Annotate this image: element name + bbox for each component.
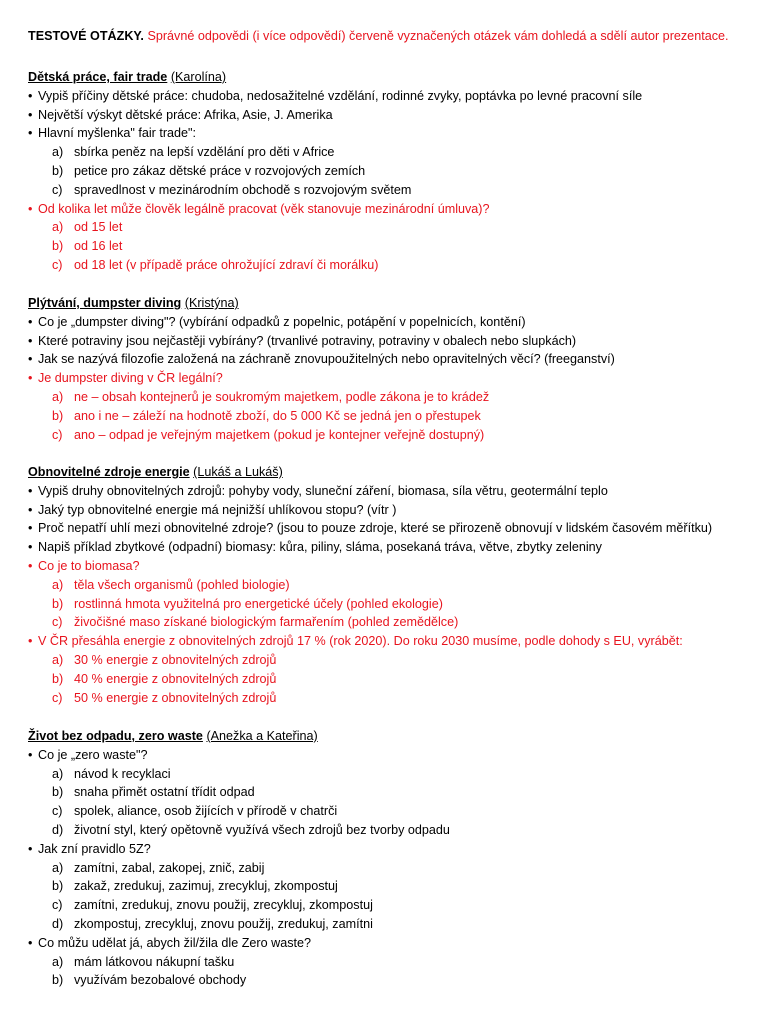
question-item <box>28 501 758 520</box>
section-heading <box>28 68 758 87</box>
answer-option <box>28 802 758 821</box>
option-letter: c) <box>52 690 63 705</box>
question-text: V ČR přesáhla energie z obnovitelných zdrojů 17 % (rok 2020). Do roku 2030 musíme, podle dohody s EU, vyrábět: <box>38 634 683 649</box>
question-item <box>28 557 758 576</box>
bullet-icon: • <box>28 521 33 536</box>
section-dumpster-diving <box>28 294 758 444</box>
answer-option <box>28 256 758 275</box>
answer-option <box>28 689 758 708</box>
option-text: 50 % energie z obnovitelných zdrojů <box>74 690 277 705</box>
question-text: Jak zní pravidlo 5Z? <box>38 841 151 856</box>
header-note: Správné odpovědi (i více odpovědí) červeně vyznačených otázek vám dohledá a sdělí autor prezentace. <box>147 29 729 43</box>
bullet-icon: • <box>28 935 33 950</box>
section-heading <box>28 294 758 313</box>
option-text: petice pro zákaz dětské práce v rozvojových zemích <box>74 163 366 178</box>
answer-option <box>28 821 758 840</box>
question-text: Co je „dumpster diving"? (vybírání odpadků z popelnic, potápění v popelnicích, kontění) <box>38 314 526 329</box>
question-item <box>28 350 758 369</box>
bullet-icon: • <box>28 502 33 517</box>
option-letter: a) <box>52 389 64 404</box>
option-letter: b) <box>52 671 64 686</box>
option-letter: c) <box>52 898 63 913</box>
section-renewable-energy <box>28 463 758 707</box>
option-text: spolek, aliance, osob žijících v přírodě v chatrči <box>74 804 338 819</box>
section-zero-waste <box>28 727 758 990</box>
answer-option <box>28 595 758 614</box>
answer-option <box>28 953 758 972</box>
question-text: Napiš příklad zbytkové (odpadní) biomasy: kůra, piliny, sláma, posekaná tráva, větve, zbytky zeleniny <box>38 540 602 555</box>
section-lines <box>28 87 758 275</box>
section-heading <box>28 727 758 746</box>
question-item <box>28 106 758 125</box>
answer-option <box>28 915 758 934</box>
section-lines <box>28 482 758 708</box>
question-text: Co je „zero waste"? <box>38 747 148 762</box>
question-text: Vypiš druhy obnovitelných zdrojů: pohyby vody, sluneční záření, biomasa, síla větru, geotermální teplo <box>38 483 608 498</box>
answer-option <box>28 407 758 426</box>
answer-option <box>28 218 758 237</box>
option-letter: b) <box>52 973 64 988</box>
question-item <box>28 369 758 388</box>
option-letter: c) <box>52 804 63 819</box>
option-text: spravedlnost v mezinárodním obchodě s rozvojovým světem <box>74 182 412 197</box>
section-heading <box>28 463 758 482</box>
question-item <box>28 124 758 143</box>
answer-option <box>28 426 758 445</box>
answer-option <box>28 670 758 689</box>
question-item <box>28 482 758 501</box>
option-letter: b) <box>52 163 64 178</box>
question-text: Je dumpster diving v ČR legální? <box>38 371 223 386</box>
option-text: mám látkovou nákupní tašku <box>74 954 235 969</box>
section-author: (Anežka a Kateřina) <box>206 729 318 743</box>
answer-option <box>28 765 758 784</box>
answer-option <box>28 143 758 162</box>
bullet-icon: • <box>28 841 33 856</box>
option-letter: b) <box>52 408 64 423</box>
question-text: Které potraviny jsou nejčastěji vybírány? (trvanlivé potraviny, potraviny v obalech nebo slupkách) <box>38 333 577 348</box>
question-item <box>28 934 758 953</box>
option-text: 40 % energie z obnovitelných zdrojů <box>74 671 277 686</box>
question-item <box>28 519 758 538</box>
question-text: Od kolika let může člověk legálně pracovat (věk stanovuje mezinárodní úmluva)? <box>38 201 490 216</box>
option-letter: b) <box>52 596 64 611</box>
bullet-icon: • <box>28 201 33 216</box>
question-item <box>28 840 758 859</box>
option-text: zamítni, zredukuj, znovu použij, zrecykluj, zkompostuj <box>74 898 373 913</box>
question-item <box>28 538 758 557</box>
answer-option <box>28 859 758 878</box>
option-letter: a) <box>52 652 64 667</box>
option-text: živočišné maso získané biologickým farmařením (pohled zemědělce) <box>74 615 459 630</box>
bullet-icon: • <box>28 540 33 555</box>
question-item <box>28 313 758 332</box>
option-text: sbírka peněz na lepší vzdělání pro děti v Africe <box>74 145 335 160</box>
bullet-icon: • <box>28 371 33 386</box>
answer-option <box>28 576 758 595</box>
question-item <box>28 632 758 651</box>
option-text: ano i ne – záleží na hodnotě zboží, do 5 000 Kč se jedná jen o přestupek <box>74 408 481 423</box>
section-lines <box>28 746 758 990</box>
section-title: Dětská práce, fair trade <box>28 70 168 84</box>
bullet-icon: • <box>28 483 33 498</box>
question-text: Jak se nazývá filozofie založená na záchraně znovupoužitelných nebo opravitelných věcí? (freeganství) <box>38 352 615 367</box>
bullet-icon: • <box>28 88 33 103</box>
option-text: od 15 let <box>74 220 123 235</box>
section-author: (Lukáš a Lukáš) <box>193 465 283 479</box>
answer-option <box>28 162 758 181</box>
section-author: (Karolína) <box>170 70 227 84</box>
option-letter: b) <box>52 239 64 254</box>
answer-option <box>28 896 758 915</box>
question-text: Největší výskyt dětské práce: Afrika, Asie, J. Amerika <box>38 107 333 122</box>
bullet-icon: • <box>28 333 33 348</box>
option-text: 30 % energie z obnovitelných zdrojů <box>74 652 277 667</box>
option-letter: d) <box>52 822 64 837</box>
option-letter: a) <box>52 220 64 235</box>
option-letter: b) <box>52 785 64 800</box>
option-text: využívám bezobalové obchody <box>74 973 247 988</box>
section-title: Plýtvání, dumpster diving <box>28 296 182 310</box>
answer-option <box>28 181 758 200</box>
option-text: zamítni, zabal, zakopej, znič, zabij <box>74 860 265 875</box>
question-text: Proč nepatří uhlí mezi obnovitelné zdroje? (jsou to pouze zdroje, které se přirozeně obnovují v lidském časovém měřítku) <box>38 521 713 536</box>
option-text: snaha přimět ostatní třídit odpad <box>74 785 255 800</box>
answer-option <box>28 651 758 670</box>
option-letter: a) <box>52 577 64 592</box>
question-item <box>28 200 758 219</box>
option-text: zkompostuj, zrecykluj, znovu použij, zredukuj, zamítni <box>74 916 373 931</box>
option-text: ano – odpad je veřejným majetkem (pokud je kontejner veřejně dostupný) <box>74 427 485 442</box>
option-letter: d) <box>52 916 64 931</box>
option-letter: a) <box>52 954 64 969</box>
bullet-icon: • <box>28 634 33 649</box>
bullet-icon: • <box>28 558 33 573</box>
section-child-labour <box>28 68 758 275</box>
section-title: Obnovitelné zdroje energie <box>28 465 190 479</box>
question-text: Hlavní myšlenka" fair trade": <box>38 126 197 141</box>
option-text: od 18 let (v případě práce ohrožující zdraví či morálku) <box>74 257 379 272</box>
option-letter: c) <box>52 257 63 272</box>
question-text: Vypiš příčiny dětské práce: chudoba, nedosažitelné vzdělání, rodinné zvyky, poptávka po levné pracovní síle <box>38 88 643 103</box>
section-lines <box>28 313 758 445</box>
bullet-icon: • <box>28 352 33 367</box>
question-text: Co je to biomasa? <box>38 558 140 573</box>
bullet-icon: • <box>28 747 33 762</box>
answer-option <box>28 877 758 896</box>
answer-option <box>28 613 758 632</box>
section-author: (Kristýna) <box>184 296 239 310</box>
option-text: životní styl, který opětovně využívá všech zdrojů bez tvorby odpadu <box>74 822 450 837</box>
option-letter: a) <box>52 145 64 160</box>
document-header <box>28 29 729 43</box>
option-letter: c) <box>52 615 63 630</box>
question-item <box>28 332 758 351</box>
option-letter: b) <box>52 879 64 894</box>
bullet-icon: • <box>28 126 33 141</box>
section-title: Život bez odpadu, zero waste <box>28 729 203 743</box>
answer-option <box>28 388 758 407</box>
option-letter: a) <box>52 766 64 781</box>
option-text: návod k recyklaci <box>74 766 171 781</box>
bullet-icon: • <box>28 107 33 122</box>
answer-option <box>28 783 758 802</box>
option-text: od 16 let <box>74 239 123 254</box>
bullet-icon: • <box>28 314 33 329</box>
option-letter: c) <box>52 182 63 197</box>
option-letter: c) <box>52 427 63 442</box>
option-text: těla všech organismů (pohled biologie) <box>74 577 290 592</box>
question-item <box>28 87 758 106</box>
option-text: rostlinná hmota využitelná pro energetické účely (pohled ekologie) <box>74 596 443 611</box>
option-text: ne – obsah kontejnerů je soukromým majetkem, podle zákona je to krádež <box>74 389 490 404</box>
question-text: Jaký typ obnovitelné energie má nejnižší uhlíkovou stopu? (vítr ) <box>38 502 397 517</box>
question-text: Co můžu udělat já, abych žil/žila dle Zero waste? <box>38 935 311 950</box>
answer-option <box>28 237 758 256</box>
question-item <box>28 746 758 765</box>
answer-option <box>28 971 758 990</box>
option-letter: a) <box>52 860 64 875</box>
header-label: TESTOVÉ OTÁZKY. <box>28 29 144 43</box>
option-text: zakaž, zredukuj, zazimuj, zrecykluj, zkompostuj <box>74 879 338 894</box>
